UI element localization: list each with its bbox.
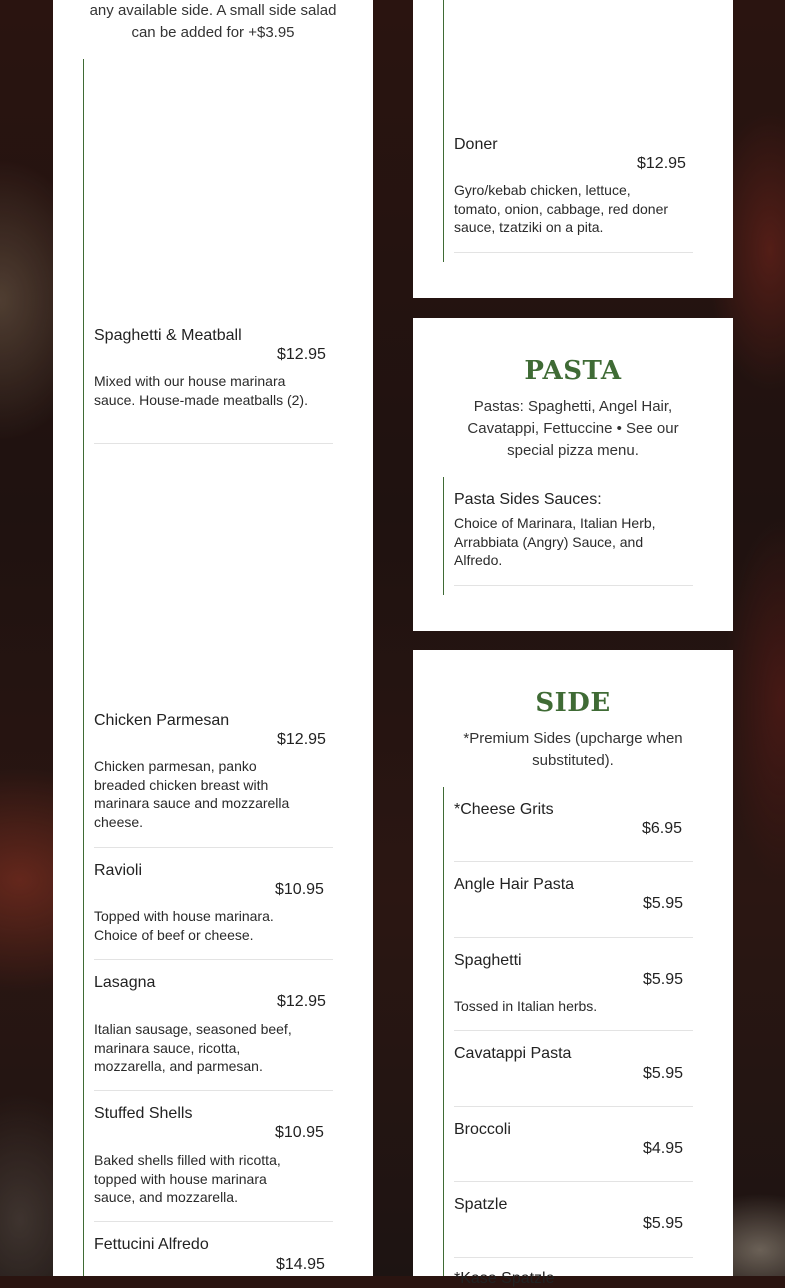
- menu-item-separator: [454, 861, 693, 862]
- menu-item-name: Angle Hair Pasta: [454, 876, 575, 893]
- menu-item-separator: [454, 1106, 693, 1107]
- menu-item-name: *Kase Spatzle: [454, 1270, 555, 1287]
- menu-item-price: $5.95: [643, 1215, 684, 1232]
- menu-item-description: Baked shells filled with ricotta, topped with house marinara sauce, and mozzarella.: [94, 1152, 281, 1205]
- menu-item-separator: [94, 443, 333, 444]
- menu-items-divider: [443, 787, 444, 1276]
- menu-item-description: Topped with house marinara. Choice of beef or cheese.: [94, 908, 274, 943]
- menu-item-name: Spaghetti: [454, 952, 522, 969]
- menu-item-name: Broccoli: [454, 1121, 511, 1138]
- menu-item-name: Ravioli: [94, 862, 143, 879]
- menu-item-separator: [454, 585, 693, 586]
- menu-item-description: Choice of Marinara, Italian Herb, Arrabbiata (Angry) Sauce, and Alfredo.: [454, 515, 656, 568]
- menu-item-price: $12.95: [277, 731, 326, 748]
- menu-item-price: $5.95: [643, 1065, 684, 1082]
- menu-item-name: Doner: [454, 136, 498, 153]
- menu-items-divider: [443, 0, 444, 262]
- menu-item-separator: [454, 1030, 693, 1031]
- menu-item-price: $10.95: [275, 881, 324, 898]
- menu-item-description: Mixed with our house marinara sauce. House-made meatballs (2).: [94, 373, 308, 408]
- section-title: SIDE: [535, 688, 611, 718]
- menu-item-separator: [454, 252, 693, 253]
- menu-item-description: Gyro/kebab chicken, lettuce, tomato, onion, cabbage, red doner sauce, tzatziki on a pita.: [454, 182, 669, 235]
- section-title: PASTA: [524, 356, 622, 386]
- menu-item-separator: [454, 1181, 693, 1182]
- menu-item-name: Spatzle: [454, 1196, 508, 1213]
- menu-item-price: $4.95: [643, 1140, 684, 1157]
- menu-item-price: $12.95: [637, 155, 686, 172]
- menu-card-pasta: [413, 318, 733, 631]
- menu-item-price: $10.95: [275, 1124, 324, 1141]
- menu-item-name: Chicken Parmesan: [94, 712, 230, 729]
- menu-item-description: Italian sausage, seasoned beef, marinara sauce, ricotta, mozzarella, and parmesan.: [94, 1021, 292, 1074]
- menu-item-name: Stuffed Shells: [94, 1105, 193, 1122]
- menu-item-description: Chicken parmesan, panko breaded chicken breast with marinara sauce and mozzarella cheese.: [94, 758, 290, 830]
- menu-item-price: $12.95: [277, 346, 326, 363]
- menu-card-doner: [413, 0, 733, 298]
- menu-item-price: $6.95: [642, 820, 683, 837]
- menu-item-name: *Cheese Grits: [454, 801, 554, 818]
- menu-item-price: $12.95: [277, 993, 326, 1010]
- menu-item-name: Spaghetti & Meatball: [94, 327, 242, 344]
- menu-item-name: Pasta Sides Sauces:: [454, 491, 602, 508]
- section-description: *Premium Sides (upcharge when substituted).: [463, 730, 683, 769]
- menu-item-separator: [454, 937, 693, 938]
- menu-items-divider: [83, 59, 84, 1276]
- menu-item-name: Cavatappi Pasta: [454, 1045, 572, 1062]
- menu-item-price: $5.95: [643, 971, 684, 988]
- menu-item-price: $14.95: [276, 1256, 325, 1273]
- menu-item-name: Lasagna: [94, 974, 156, 991]
- menu-item-price: $5.95: [643, 895, 684, 912]
- menu-item-description: Tossed in Italian herbs.: [454, 998, 598, 1014]
- section-description: Pastas: Spaghetti, Angel Hair, Cavatappi, Fettuccine • See our special pizza menu.: [467, 398, 679, 459]
- menu-item-separator: [94, 1090, 333, 1091]
- menu-item-name: Fettucini Alfredo: [94, 1236, 209, 1253]
- menu-item-separator: [94, 1221, 333, 1222]
- menu-card-entrees: [53, 0, 373, 1276]
- menu-card-side: [413, 650, 733, 1287]
- menu-item-separator: [94, 959, 333, 960]
- menu-item-separator: [454, 1257, 693, 1258]
- section-intro-line: can be added for +$3.95: [131, 24, 295, 41]
- section-intro-line: any available side. A small side salad: [89, 2, 337, 19]
- menu-item-separator: [94, 847, 333, 848]
- menu-items-divider: [443, 477, 444, 595]
